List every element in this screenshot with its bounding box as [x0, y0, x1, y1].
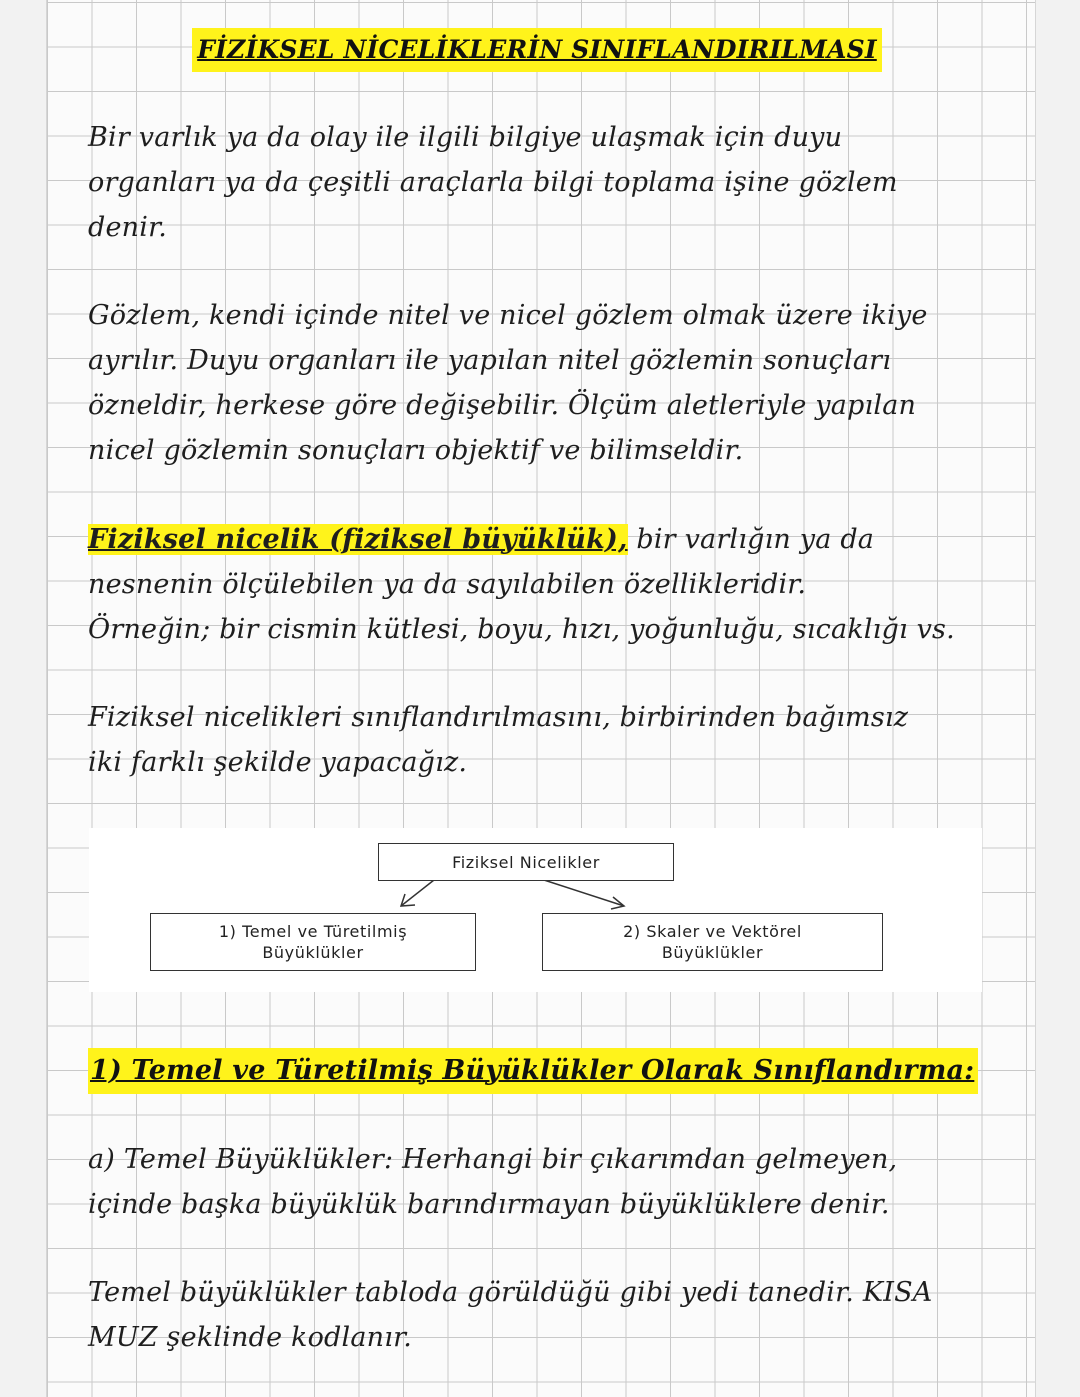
text-line: Gözlem, kendi içinde nitel ve nicel gözlem olmak üzere ikiye [88, 300, 928, 331]
diagram-right-label-line: 2) Skaler ve Vektörel [623, 922, 802, 941]
diagram-left-label-line: 1) Temel ve Türetilmiş [218, 922, 408, 941]
highlighted-term: Fiziksel nicelik (fiziksel büyüklük), [88, 524, 628, 555]
paragraph-temel-buyuklukler [88, 1137, 988, 1227]
diagram-root-label: Fiziksel Nicelikler [452, 852, 600, 872]
text-line: içinde başka büyüklük barındırmayan büyüklüklere denir. [88, 1189, 890, 1220]
diagram-right-label-line: Büyüklükler [661, 943, 764, 962]
paragraph-siniflandirma [88, 695, 988, 785]
text-line: Fiziksel nicelikleri sınıflandırılmasını, birbirinden bağımsız [88, 702, 909, 733]
text-line: özneldir, herkese göre değişebilir. Ölçüm aletleriyle yapılan [88, 390, 917, 421]
diagram-root-box [378, 843, 674, 881]
diagram-left-label-line: Büyüklükler [262, 943, 364, 962]
paragraph-fiziksel-nicelik [88, 517, 988, 652]
text-line: Bir varlık ya da olay ile ilgili bilgiye ulaşmak için duyu [88, 122, 843, 153]
text-line: a) Temel Büyüklükler: Herhangi bir çıkarımdan gelmeyen, [88, 1144, 898, 1175]
paragraph-nitel-nicel [88, 293, 988, 473]
text-line: nesnenin ölçülebilen ya da sayılabilen özellikleridir. [88, 569, 807, 600]
text-line: ayrılır. Duyu organları ile yapılan nitel gözlemin sonuçları [88, 345, 892, 376]
arrow-left-line [401, 880, 434, 906]
text-line: Temel büyüklükler tabloda görüldüğü gibi yedi tanedir. KISA [88, 1277, 933, 1308]
arrow-right-line [544, 880, 624, 906]
text-line: organları ya da çeşitli araçlarla bilgi toplama işine gözlem [88, 167, 898, 198]
text-line: MUZ şeklinde kodlanır. [88, 1322, 413, 1353]
paragraph-gozlem [88, 115, 988, 250]
diagram-left-box [150, 913, 476, 971]
paragraph-kisa-muz [88, 1270, 988, 1360]
page-title: FİZİKSEL NİCELİKLERİN SINIFLANDIRILMASI [192, 28, 882, 72]
text-line: iki farklı şekilde yapacağız. [88, 747, 468, 778]
text-line [88, 517, 988, 562]
diagram-right-box [542, 913, 883, 971]
text-line: Örneğin; bir cismin kütlesi, boyu, hızı, yoğunluğu, sıcaklığı vs. [88, 614, 955, 645]
text-line: nicel gözlemin sonuçları objektif ve bilimseldir. [88, 435, 744, 466]
text-line: denir. [88, 212, 168, 243]
text-fragment: bir varlığın ya da [627, 524, 875, 555]
classification-diagram [89, 828, 982, 992]
section-heading: 1) Temel ve Türetilmiş Büyüklükler Olarak Sınıflandırma: [88, 1048, 978, 1094]
